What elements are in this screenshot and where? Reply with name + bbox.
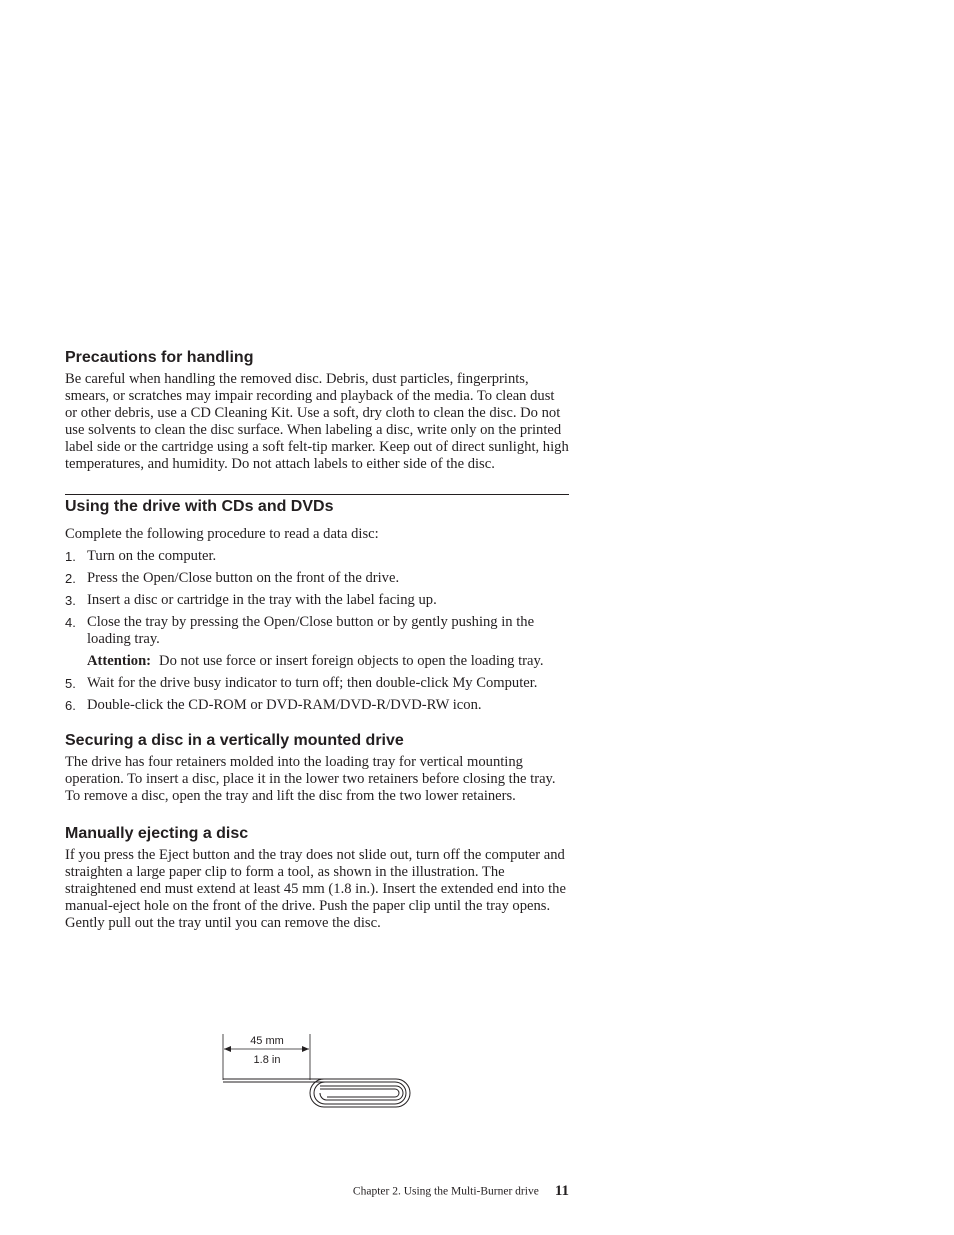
heading-using: Using the drive with CDs and DVDs (65, 498, 334, 515)
paragraph-using-intro: Complete the following procedure to read a data disc: (65, 526, 379, 542)
list-item: 2. Press the Open/Close button on the front of the drive. (65, 570, 400, 586)
list-item: 6. Double-click the CD-ROM or DVD-RAM/DVD-R/DVD-RW icon. (65, 697, 482, 713)
section-using (65, 494, 569, 714)
page-content (65, 348, 569, 932)
label-mm: 45 mm (250, 1035, 284, 1047)
page-footer (353, 1182, 569, 1200)
section-ejecting (65, 824, 569, 932)
heading-securing: Securing a disc in a vertically mounted drive (65, 732, 404, 749)
paper-clip-illustration (220, 1034, 420, 1114)
page-number: 11 (554, 1182, 569, 1199)
paragraph-ejecting: If you press the Eject button and the tray does not slide out, turn off the computer and straighten a large paper clip to form a tool, as shown in the illustration. The straightened end must extend at least 45 mm (1.8 in.). Insert the extended end into the manual-eject hole on the front of the drive. Push the paper clip until the tray opens. Gently pull out the tray until you can remove the disc. (65, 847, 566, 931)
section-handling (65, 348, 569, 473)
arrowhead-left-icon (224, 1046, 231, 1052)
attention-note: Attention: Do not use force or insert foreign objects to open the loading tray. (87, 653, 544, 669)
footer-chapter: Chapter 2. Using the Multi-Burner drive (352, 1185, 539, 1198)
arrowhead-right-icon (302, 1046, 309, 1052)
procedure-list (65, 548, 569, 714)
list-item: 5. Wait for the drive busy indicator to turn off; then double-click My Computer. (65, 675, 538, 691)
list-item: 3. Insert a disc or cartridge in the tray with the label facing up. (65, 592, 437, 608)
heading-handling: Precautions for handling (65, 349, 254, 366)
list-item: 4. Close the tray by pressing the Open/Close button or by gently pushing in the loading tray. Attention: Do not use force or insert foreign objects to open the loading tray. (65, 614, 569, 670)
section-securing (65, 731, 569, 805)
paper-clip-icon (223, 1079, 410, 1107)
paragraph-securing: The drive has four retainers molded into the loading tray for vertical mounting operation. To insert a disc, place it in the lower two retainers before closing the tray. To remove a disc, open the tray and lift the disc from the two lower retainers. (65, 754, 556, 804)
list-item: 1. Turn on the computer. (65, 548, 217, 564)
label-in: 1.8 in (253, 1054, 281, 1066)
paragraph-handling: Be careful when handling the removed disc. Debris, dust particles, fingerprints, smears, or scratches may impair recording and playback of the media. To clean dust or other debris, use a CD Cleaning Kit. Use a soft, dry cloth to clean the disc. Do not use solvents to clean the disc surface. When labeling a disc, write only on the printed label side or the cartridge using a soft felt-tip marker. Keep out of direct sunlight, high temperatures, and humidity. Do not attach labels to either side of the disc. (65, 371, 569, 472)
heading-ejecting: Manually ejecting a disc (65, 825, 249, 842)
